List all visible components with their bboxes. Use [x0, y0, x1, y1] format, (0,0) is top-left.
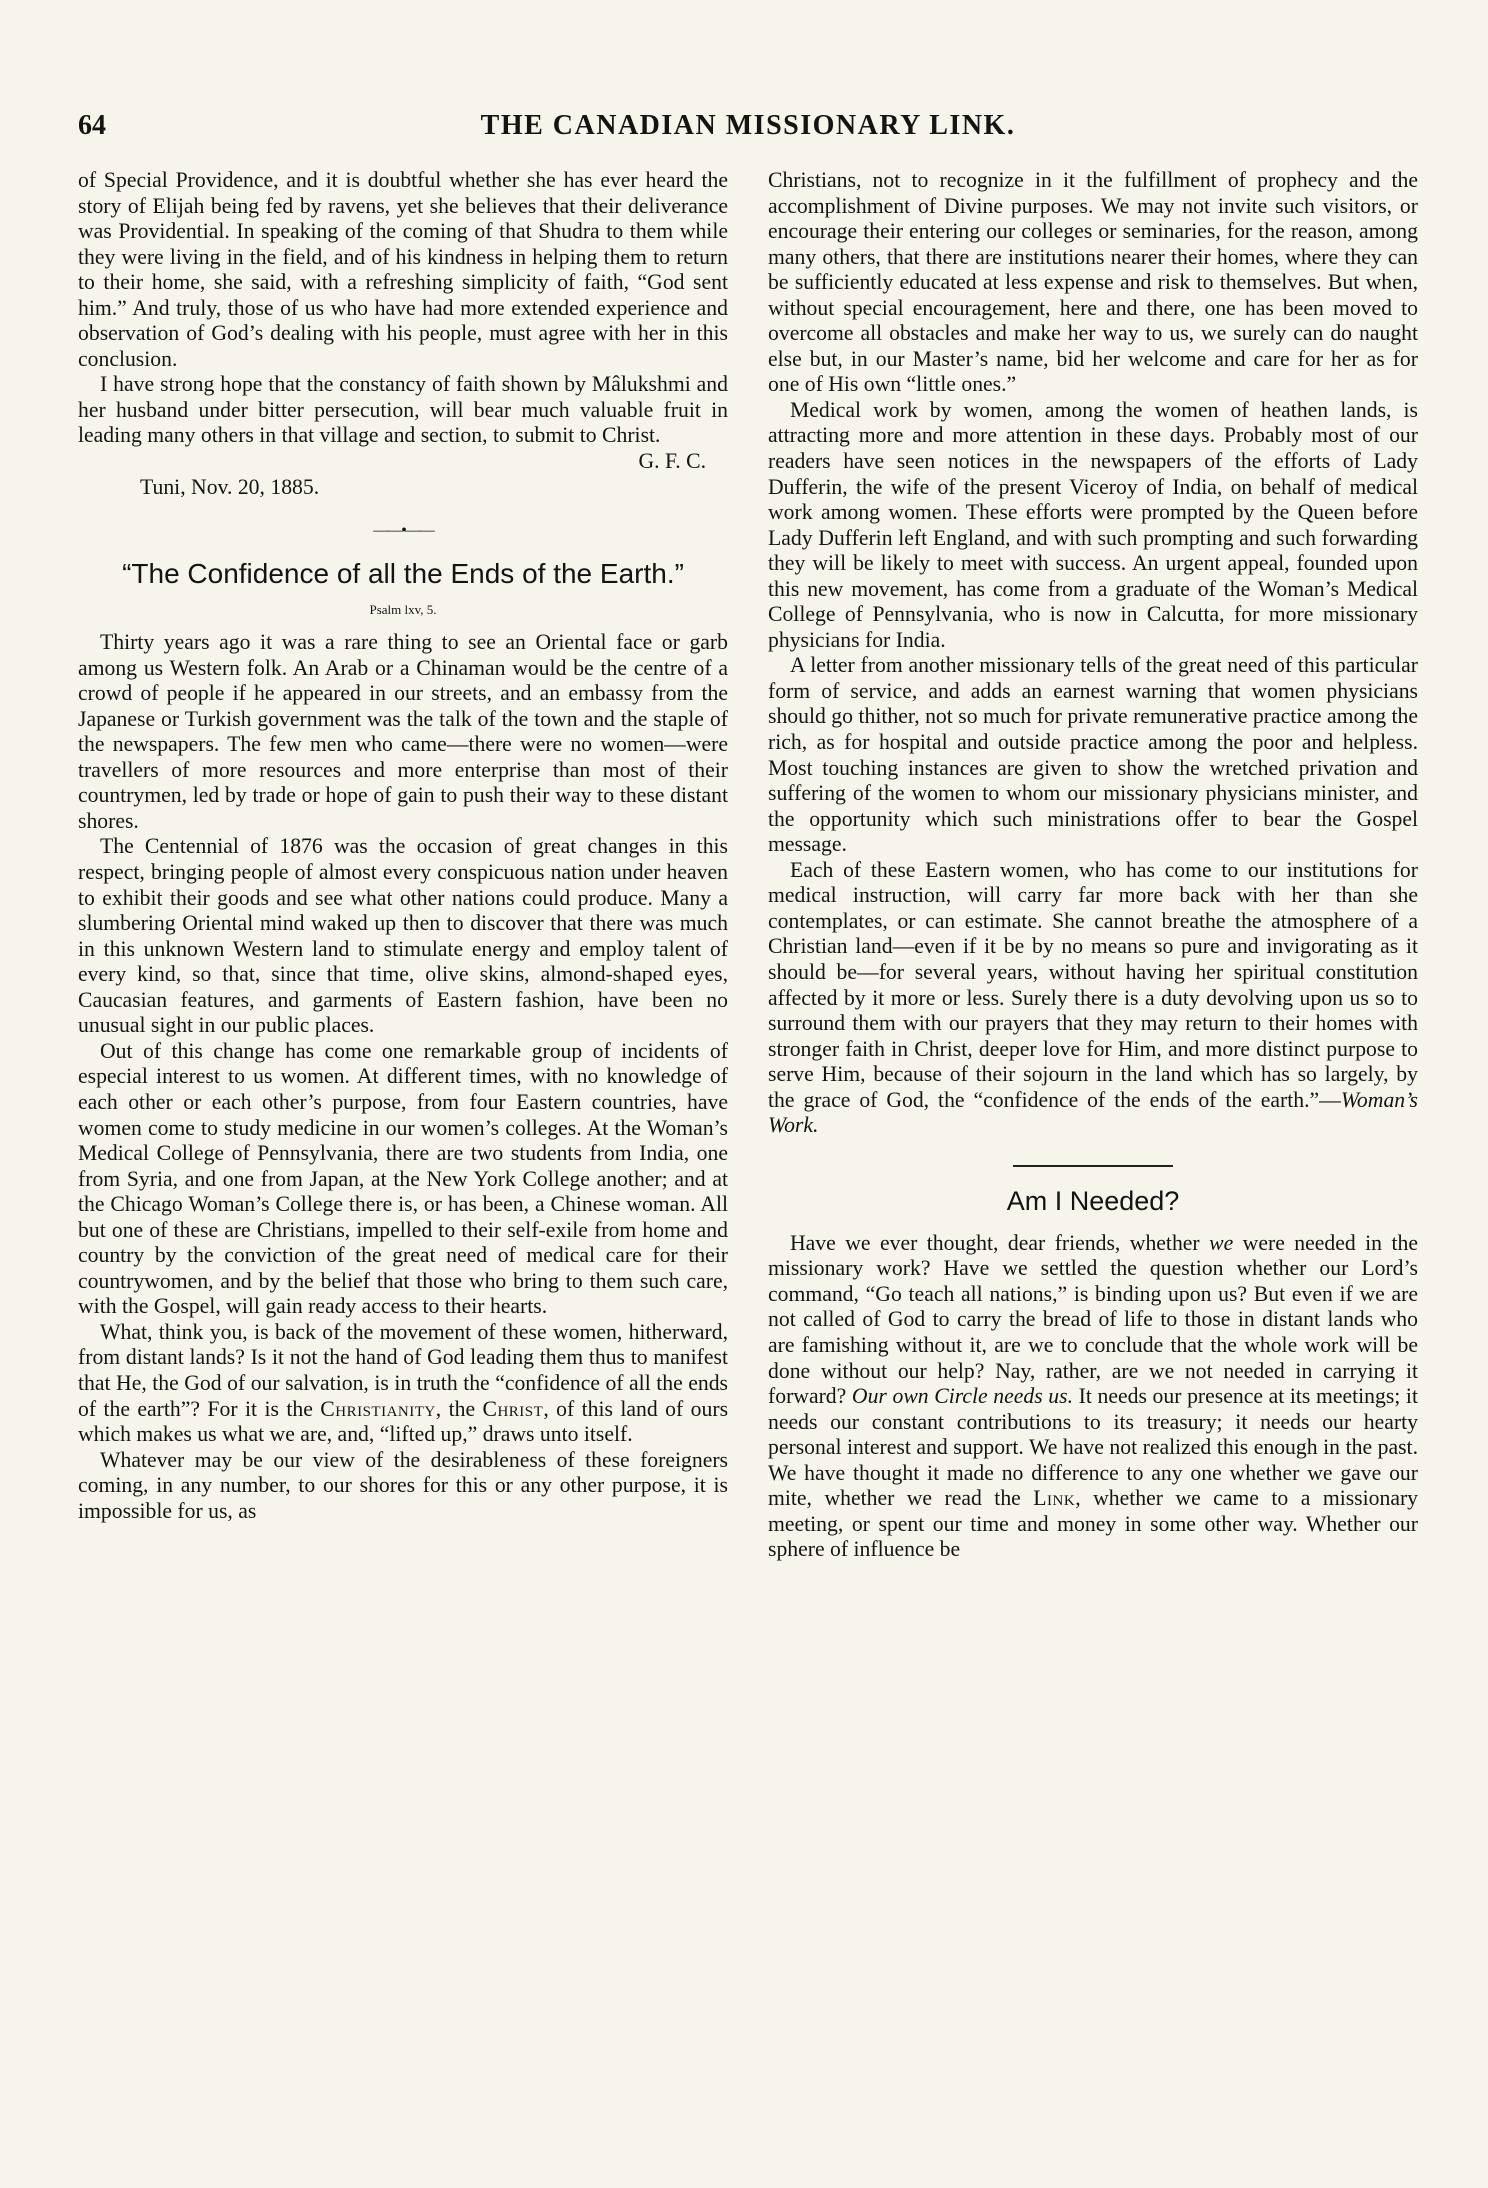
paragraph-am-i-needed: [768, 1231, 1418, 1563]
text-run: , of this land of ours which makes us what we are, and, “lifted up,” draws unto itself.: [78, 1396, 729, 1447]
emphasis-christianity: Christianity: [320, 1396, 436, 1421]
paragraph-letter: A letter from another missionary tells of the great need of this particular form of service, and adds an earnest warning that women physicians should go thither, not so much for private remunerative practice among the rich, as for hospital and outside practice among the poor and helpless. Most touching instances are given to show the wretched privation and suffering of the women to whom our missionary physicians minister, and the opportunity which such ministrations offer to bear the Gospel message.: [768, 653, 1418, 857]
article-title: “The Confidence of all the Ends of the Earth.”: [122, 558, 684, 590]
section-rule: [1013, 1165, 1173, 1167]
emphasis-we: we: [1209, 1230, 1234, 1255]
paragraph-whatever: Whatever may be our view of the desirableness of these foreigners coming, in any number, to our shores for this or any other purpose, it is impossible for us, as: [78, 1447, 728, 1523]
paragraph-constancy: I have strong hope that the constancy of faith shown by Mâlukshmi and her husband under bitter persecution, will bear much valuable fruit in leading many others in that village and section, to submit to Christ.: [78, 372, 728, 448]
left-column: [78, 168, 728, 1524]
paragraph-providence: of Special Providence, and it is doubtful whether she has ever heard the story of Elijah being fed by ravens, yet she believes that their deliverance was Providential. In speaking of the coming of that Shudra to them while they were living in the field, and of his kindness in helping them to return to their home, she said, with a refreshing simplicity of faith, “God sent him.” And truly, those of us who have had more extended experience and observation of God’s dealing with his people, must agree with her in this conclusion.: [78, 168, 728, 371]
paragraph-medical-work: Medical work by women, among the women of heathen lands, is attracting more and more attention in these days. Probably most of our readers have seen notices in the newspapers of the efforts of Lady Dufferin, the wife of the present Viceroy of India, on behalf of medical work among women. These efforts were prompted by the Queen before Lady Dufferin left England, and with such prompting and such forwarding they will be likely to meet with success. An urgent appeal, founded upon this new movement, has come from a graduate of the Woman’s Medical College of Pennsylvania, who is now in Calcutta, for more missionary physicians for India.: [768, 397, 1418, 652]
dateline: Tuni, Nov. 20, 1885.: [140, 474, 320, 499]
paragraph-eastern-women: [768, 858, 1418, 1139]
emphasis-christ: Christ: [482, 1396, 544, 1421]
running-title: THE CANADIAN MISSIONARY LINK.: [480, 110, 1016, 141]
signature-initials: G. F. C.: [638, 449, 706, 474]
text-run: , whether we came to a missionary meeting, or spent our time and money in some other way. Whether our sphere of influence be: [768, 1486, 1419, 1562]
emphasis-link: Link: [1033, 1486, 1076, 1511]
text-run: What, think you, is back of the movement of these women, hitherward, from distant lands? Is it not the hand of God leading them thus to manifest that He, the God of our salvation, is in truth the “confidence of all the ends of the earth”? For it is the: [78, 1319, 728, 1421]
text-run: It needs our presence at its meetings; it needs our constant contributions to its treasury; it needs our hearty personal interest and support. We have not realized this enough in the past. We have thought it made no difference to any one whether we gave our mite, whether we read the: [768, 1384, 1418, 1511]
section-title: Am I Needed?: [1006, 1185, 1180, 1216]
text-run: , the: [435, 1396, 483, 1421]
source-citation: Woman’s Work.: [768, 1087, 1418, 1138]
text-run: Each of these Eastern women, who has come to our institutions for medical instruction, will carry far more back with her than she contemplates, or can estimate. She cannot breathe the atmosphere of a Christian land—even if it be by no means so pure and invigorating as it should be—for several years, without having her spiritual constitution affected by it more or less. Surely there is a duty devolving upon us so to surround them with our prayers that they may return to their homes with stronger faith in Christ, deeper love for Him, and more distinct purpose to serve Him, because of their sojourn in the land which has so largely, by the grace of God, the “confidence of the ends of the earth.”—: [768, 857, 1418, 1112]
paragraph-centennial: The Centennial of 1876 was the occasion of great changes in this respect, bringing people of almost every conspicuous nation under heaven to exhibit their goods and see what other nations could produce. Many a slumbering Oriental mind waked up then to discover that there was much in this unknown Western land to stimulate energy and employ talent of every kind, so that, since that time, olive skins, almond-shaped eyes, Caucasian features, and garments of Eastern fashion, have been no unusual sight in our public places.: [78, 834, 728, 1038]
scripture-reference: Psalm lxv, 5.: [369, 602, 437, 618]
paragraph-what-think-you: [78, 1320, 728, 1448]
page-header: [78, 110, 1418, 150]
text-run: Have we ever thought, dear friends, whether: [790, 1230, 1210, 1255]
paragraph-thirty-years: Thirty years ago it was a rare thing to see an Oriental face or garb among us Western folk. An Arab or a Chinaman would be the centre of a crowd of people if he appeared in our streets, and an embassy from the Japanese or Turkish government was the talk of the town and the staple of the newspapers. The few men who came—there were no women—were travellers of more resources and more enterprise than most of their countrymen, led by trade or hope of gain to push their way to these distant shores.: [78, 630, 728, 833]
emphasis-circle: Our own Circle needs us.: [851, 1384, 1074, 1409]
section-divider: ——•——: [373, 522, 433, 540]
text-run: were needed in the missionary work? Have we settled the question whether our Lord’s command, “Go teach all nations,” is binding upon us? But even if we are not called of God to carry the bread of life to those in distant lands who are famishing without it, are we to conclude that the whole work will be done without our help? Nay, rather, are we not needed in carrying it forward?: [768, 1230, 1418, 1409]
right-column: [768, 168, 1418, 1563]
paragraph-christians: Christians, not to recognize in it the fulfillment of prophecy and the accomplishment of Divine purposes. We may not invite such visitors, or encourage their entering our colleges or seminaries, for the reason, among many others, that there are institutions nearer their homes, where they can be sufficiently educated at less expense and risk to themselves. But when, without special encouragement, here and there, one has been moved to overcome all obstacles and make her way to us, we surely can do naught else but, in our Master’s name, bid her welcome and care for her as for one of His own “little ones.”: [768, 168, 1418, 397]
paragraph-remarkable-group: Out of this change has come one remarkable group of incidents of especial interest to us women. At different times, with no knowledge of each other or each other’s purpose, from four Eastern countries, have women come to study medicine in our women’s colleges. At the Woman’s Medical College of Pennsylvania, there are two students from India, one from Syria, and one from Japan, at the New York College another; and at the Chicago Woman’s College there is, or has been, a Chinese woman. All but one of these are Christians, impelled to their self-exile from home and country by the conviction of the great need of medical care for their countrywomen, and by the belief that those who bring to them such care, with the Gospel, will gain ready access to their hearts.: [78, 1038, 728, 1319]
page-number: 64: [78, 110, 106, 141]
